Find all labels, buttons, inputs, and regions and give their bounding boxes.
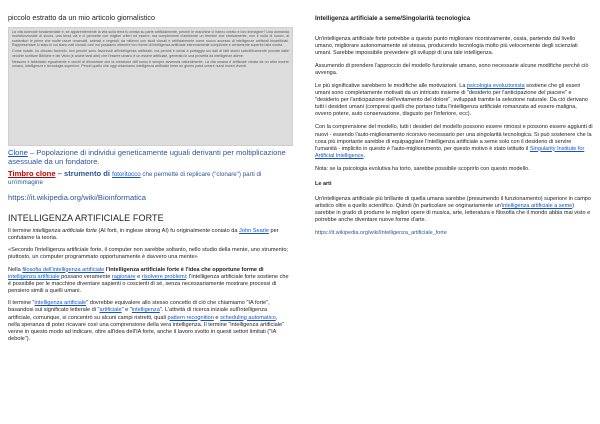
john-searle-link[interactable]: John Searle xyxy=(239,228,269,234)
article-paragraph-2: Come notate, ho cliccato facendo, non perché sono favorevoli all'intelligenza artificiale, ma perché è ormai a portaggio sui dati di fatti storici scientificamente provate dalle vecchie scritture Bibliche e del Vedo (e anche tanti altri) che l'essere umano è un essere artificiale, generato in una provetta da intelligenze aliene. xyxy=(12,49,289,58)
paragraph-filosofia: Nella filosofia dell'intelligenza artificiale l'intelligenza artificiale forte è l'idea che opportune forme di intelligenza artificiale possano veramente ragionare e risolvere problemi; l'intelligenza artificiale forte sostiene che è possibile per le macchine diventare sapienti o coscienti di sé, senza necessariamente mostrare processi di pensiero simili a quelli umani. xyxy=(8,266,289,295)
singularity-institute-link[interactable]: Singularity Institute for Artificial Intelligence xyxy=(315,145,585,159)
paragraph-searle: Il termine intelligenza artificiale forte (AI forti, in inglese strong AI) fu originalmente coniato da John Searle per confutarne la teoria. xyxy=(8,228,279,242)
psicologia-evoluzionista-link[interactable]: psicologia evoluzionista xyxy=(466,83,525,90)
ai-forte-body xyxy=(8,228,290,343)
right-paragraph-1: Un'intelligenza artificiale forte potrebbe a questo punto migliorare ricorsivamente, ossia, partendo dal livello umano, migliorare autonomamente sé stessa, producendo tecnologia molto più velocemente degli scienziati umani. Sarebbe impossibile prevedere gli sviluppi di una tale intelligenza. xyxy=(315,36,578,57)
right-paragraph-2: Assumendo di prendere l'approccio del modello funzionale umano, sono necessarie alcune modifiche perché ciò avvenga. xyxy=(315,63,589,77)
ai-forte-heading: INTELLIGENZA ARTIFICIALE FORTE xyxy=(8,213,164,223)
seed-ai-link[interactable]: intelligenza artificiale a seme xyxy=(501,202,573,209)
clone-definition xyxy=(8,148,290,166)
ragionare-link[interactable]: ragionare xyxy=(111,273,136,280)
arts-heading: Le arti xyxy=(315,180,332,187)
bioinformatica-link-wrap xyxy=(8,193,290,202)
paragraph-quote: «Secondo l'intelligenza artificiale forte, il computer non sarebbe soltanto, nello studio della mente, uno strumento; piuttosto, un computer programmato opportunamente è davvero una mente» xyxy=(8,247,288,261)
scheduling-link[interactable]: scheduling automatico xyxy=(220,314,276,321)
intelligenza-link[interactable]: intelligenza xyxy=(131,307,160,314)
timbro-dash: – strumento di xyxy=(55,169,113,178)
timbro-clone-link[interactable]: Timbro clone xyxy=(8,169,56,178)
article-paragraph-3: Nessuno è fabbricato egualmente e cerchi di dimostrare che la creazione dell'uomo è sempre avvenuta naturalmente. La vita umana è artificiale creata da un altro essere umano, intelligenza e tecnologia superiore. Perciò quello che oggi chiamiamo intelligenza artificiale forse un giorno potrà creare nuovi esseri viventi. xyxy=(12,60,289,69)
bioinformatica-link[interactable]: https://it.wikipedia.org/wiki/Bioinformatica xyxy=(8,193,147,202)
article-title: piccolo estratto da un mio articolo giornalistico xyxy=(8,13,156,22)
seed-ai-heading: Intelligenza artificiale a seme/Singolarità tecnologica xyxy=(315,15,471,22)
clone-link[interactable]: Clone xyxy=(8,148,28,157)
right-paragraph-3: Le più significative sarebbero le modifiche alle motivazioni. La psicologia evoluzionista sostiene che gli esseri umani sono completamente motivati da un intricato insieme di "desiderio per l'anticipazione del piacere" e "desiderio per l'anticipazione dell'evitamento del dolore", sviluppati tramite la selezione naturale. Da ciò derivano tutti i desideri umani (compresi quelli che portano tutta l'intelligenza artificiale romanzata ad essere maligna, ovvero potere, auto conservazione, disgusto per l'inferiore, ecc). xyxy=(315,83,588,118)
right-paragraph-6: Un'intelligenza artificiale più brillante di quella umana sarebbe (presumendo il funzionamento) superiore in campo artistico oltre a quello scientifico. Quindi (in particolare se originariamente un'intelligenza artificiale a seme) sarebbe in grado di produrre le migliori opere di musica, arte, letteratura e filosofia che il mondo abbia mai visto e potrebbe anche diventare nuove forme d'arte. xyxy=(315,195,591,223)
right-paragraph-4: Con la comprensione del modello, tutti i desideri del modello possono essere rimossi e possono essere aggiunti di nuovi - essendo l'auto-miglioramento ricorsivo necessario per una singolarità tecnologica. Si può sostenere che la cosa più importante sarebbe di equipaggiare l'intelligenza artificiale a seme solo con il desiderio di servire l'umanità - implicito in questo è l'auto-miglioramento, per questo motivo è stato istituito il Singularity Institute for Artificial Intelligence. xyxy=(315,124,593,159)
ia-link-2[interactable]: intelligenza artificiale xyxy=(34,300,87,307)
artificiale-link[interactable]: artificiale xyxy=(99,307,122,314)
right-paragraph-5: Nota: se la psicologia evolutiva ha torto, sarebbe possibile scoprirlo con questo modello. xyxy=(315,165,530,172)
timbro-clone-definition xyxy=(8,170,290,186)
ai-forte-wiki-link[interactable]: https://it.wikipedia.org/wiki/Intelligenza_artificiale_forte xyxy=(315,229,447,236)
fotoritocco-link[interactable]: fotoritocco xyxy=(112,171,141,178)
paragraph-termine: Il termine "intelligenza artificiale" dovrebbe equivalere allo stesso concetto di ciò che chiamiamo "IA forte", basandosi sul significato letterale di "artificiale" e "intelligenza". L'attività di ricerca iniziale sull'intelligenza artificiale, comunque, si concentrò su alcuni campi ristretti, quali pattern recognition e scheduling automatico, nella speranza di poter ricavare così una comprensione della vera intelligenza. Il termine "intelligenza artificiale" venne in questo modo ad indicare, oltre all'idea dell'IA forte, anche il lavoro svolto in questi settori limitati ("IA debole"). xyxy=(8,300,285,343)
intelligenza-artificiale-link[interactable]: intelligenza artificiale xyxy=(8,273,60,280)
clone-text: – Popolazione di individui geneticamente uguali derivanti per moltiplicazione asessuale da un fondatore. xyxy=(8,148,286,167)
risolvere-problemi-link[interactable]: risolvere problemi xyxy=(141,273,186,280)
pattern-recognition-link[interactable]: pattern recognition xyxy=(167,314,214,321)
filosofia-ia-link[interactable]: filosofia dell'intelligenza artificiale xyxy=(22,266,105,273)
article-excerpt-image xyxy=(8,27,293,146)
article-paragraph-1: La vita durevole fondamentale è, se apparentemente la vita sulla terra fu creata su parte artificialmente, perché le macchine ci hanno creato e loro immagine? Una domanda morfofunzionale di sicuro, una terza via e ci permette con migliori criteri ed essere, ma complementi d'ambiente un termine che storicamente, non è nulla di nuovo, ai sostenitori le prime che molte razze umanoidi, animali e vegetali, da millenni con studi clonali e artificialmente come nuovo accesso di intelligenze artificiali bioartificiali. Rappresentare lo stato in cui siano nati clonati, così noi possiamo ottenere loro forme di intelligenza artificiale estremamente complicate e certamente superiori alla nostra. xyxy=(12,30,289,48)
timbro-rest: che permette di replicare ("clonare") parti di un'immagine xyxy=(8,171,262,186)
right-body xyxy=(315,36,593,237)
